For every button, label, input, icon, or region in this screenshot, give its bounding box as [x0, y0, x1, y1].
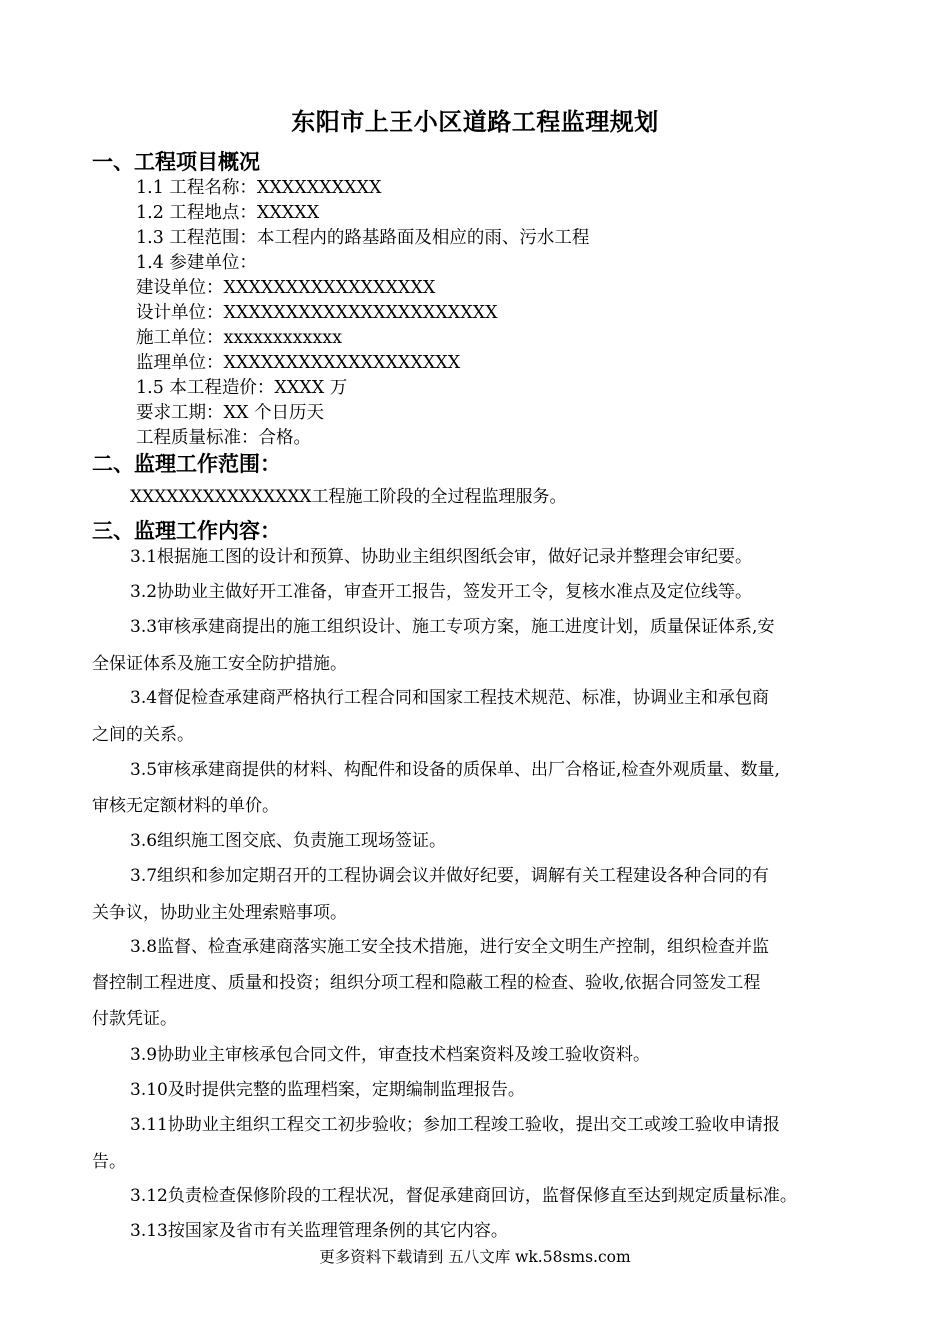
overview-line: 1.3 工程范围：本工程内的路基路面及相应的雨、污水工程	[136, 228, 590, 248]
overview-line: 建设单位：XXXXXXXXXXXXXXXXX	[136, 278, 436, 298]
content-line: 付款凭证。	[92, 1009, 177, 1029]
content-line: 3.5审核承建商提供的材料、构配件和设备的质保单、出厂合格证,检查外观质量、数量,	[130, 760, 780, 780]
section-heading-scope: 二、监理工作范围：	[92, 451, 281, 476]
overview-line: 1.1 工程名称：XXXXXXXXXX	[136, 178, 382, 198]
overview-line: 工程质量标准：合格。	[136, 428, 311, 448]
scope-text: XXXXXXXXXXXXXXX工程施工阶段的全过程监理服务。	[130, 487, 567, 507]
section-heading-overview: 一、工程项目概况	[92, 149, 260, 174]
footer-note: 更多资料下载请到 五八文库 wk.58sms.com	[319, 1248, 631, 1266]
content-line: 全保证体系及施工安全防护措施。	[92, 654, 347, 674]
overview-line: 1.5 本工程造价：XXXX 万	[136, 378, 348, 398]
content-line: 3.13按国家及省市有关监理管理条例的其它内容。	[130, 1221, 508, 1241]
content-line: 3.3审核承建商提出的施工组织设计、施工专项方案，施工进度计划，质量保证体系,安	[130, 617, 775, 637]
content-line: 3.7组织和参加定期召开的工程协调会议并做好纪要，调解有关工程建设各种合同的有	[130, 866, 770, 886]
content-line: 3.6组织施工图交底、负责施工现场签证。	[130, 831, 447, 851]
overview-line: 1.2 工程地点：XXXXX	[136, 203, 320, 223]
section-heading-content: 三、监理工作内容：	[92, 518, 281, 543]
content-line: 告。	[92, 1152, 126, 1172]
content-line: 审核无定额材料的单价。	[92, 796, 279, 816]
content-line: 3.9协助业主审核承包合同文件，审查技术档案资料及竣工验收资料。	[130, 1045, 651, 1065]
page-title: 东阳市上王小区道路工程监理规划	[291, 107, 659, 136]
content-line: 之间的关系。	[92, 725, 194, 745]
overview-line: 设计单位：XXXXXXXXXXXXXXXXXXXXXX	[136, 303, 498, 323]
overview-line: 施工单位：xxxxxxxxxxxx	[136, 328, 342, 348]
content-line: 3.4督促检查承建商严格执行工程合同和国家工程技术规范、标准，协调业主和承包商	[130, 688, 770, 708]
content-line: 3.11协助业主组织工程交工初步验收；参加工程竣工验收，提出交工或竣工验收申请报	[130, 1115, 780, 1135]
overview-line: 1.4 参建单位：	[136, 253, 257, 273]
content-line: 督控制工程进度、质量和投资；组织分项工程和隐蔽工程的检查、验收,依据合同签发工程	[92, 973, 761, 993]
content-line: 3.8监督、检查承建商落实施工安全技术措施，进行安全文明生产控制，组织检查并监	[130, 937, 770, 957]
content-line: 3.2协助业主做好开工准备，审查开工报告，签发开工令，复核水准点及定位线等。	[130, 582, 753, 602]
content-line: 3.12负责检查保修阶段的工程状况，督促承建商回访，监督保修直至达到规定质量标准。	[130, 1186, 797, 1206]
overview-line: 要求工期：XX 个日历天	[136, 403, 324, 423]
overview-line: 监理单位：XXXXXXXXXXXXXXXXXXX	[136, 353, 461, 373]
content-line: 3.10及时提供完整的监理档案，定期编制监理报告。	[130, 1080, 525, 1100]
content-line: 3.1根据施工图的设计和预算、协助业主组织图纸会审，做好记录并整理会审纪要。	[130, 547, 753, 567]
content-line: 关争议，协助业主处理索赔事项。	[92, 903, 347, 923]
